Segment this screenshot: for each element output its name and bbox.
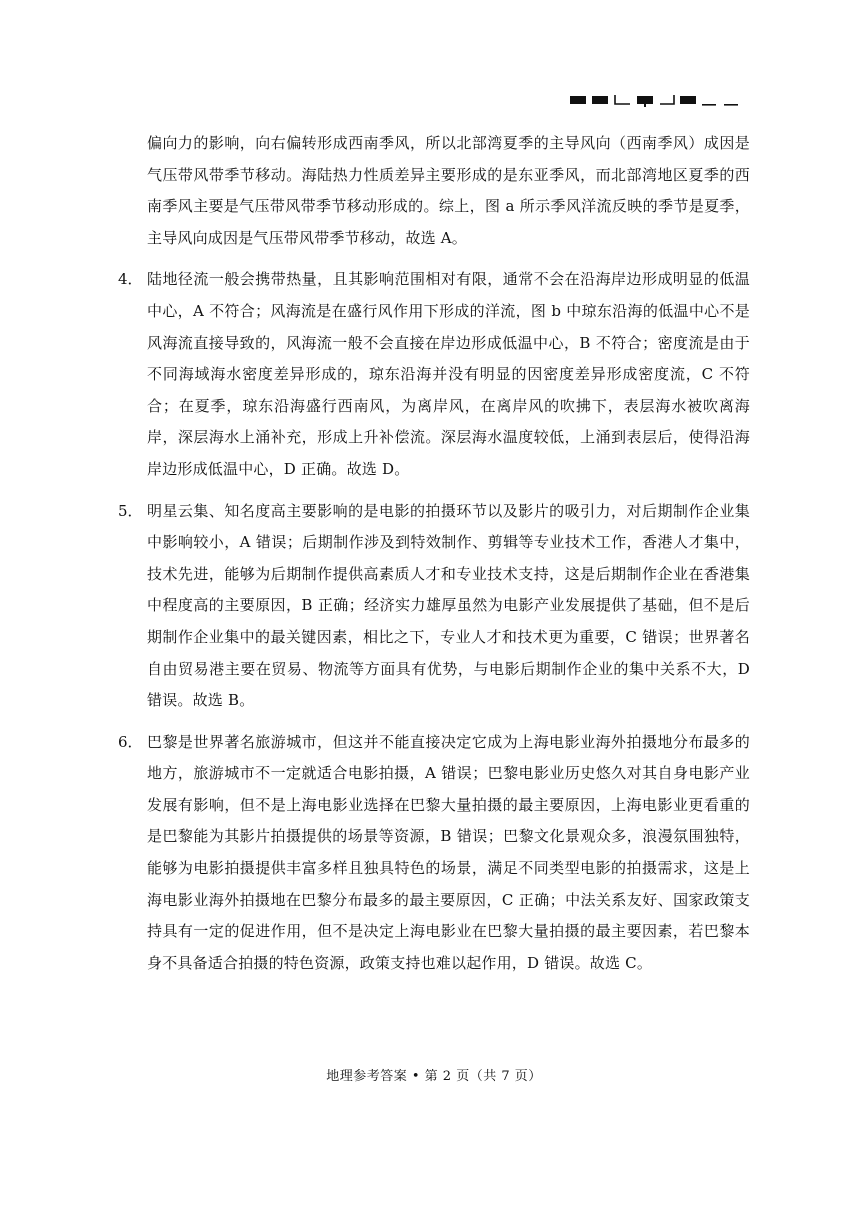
question-number: 6． (118, 732, 143, 751)
question-answer-text: 明星云集、知名度高主要影响的是电影的拍摄环节以及影片的吸引力，对后期制作企业集中影响较小，A 错误；后期制作涉及到特效制作、剪辑等专业技术工作，香港人才集中，技术先进，能够为后期制作提供高素质人才和专业技术支持，这是后期制作企业在香港集中程度高的主要原因，B 正确；经济实力雄厚虽然为电影产业发展提供了基础，但不是后期制作企业集中的最关键因素，相比之下，专业人才和技术更为重要，C 错误；世界著名自由贸易港主要在贸易、物流等方面具有优势，与电影后期制作企业的集中关系不大，D 错误。故选 B。 (147, 501, 750, 710)
barcode-marks-icon (570, 92, 746, 104)
question-4 (118, 264, 750, 485)
question-6 (118, 727, 750, 980)
intro-paragraph: 偏向力的影响，向右偏转形成西南季风，所以北部湾夏季的主导风向（西南季风）成因是气压带风带季节移动。海陆热力性质差异主要形成的是东亚季风，而北部湾地区夏季的西南季风主要是气压带风带季节移动形成的。综上，图 a 所示季风洋流反映的季节是夏季，主导风向成因是气压带风带季节移动，故选 A。 (147, 134, 750, 247)
question-answer-text: 巴黎是世界著名旅游城市，但这并不能直接决定它成为上海电影业海外拍摄地分布最多的地方，旅游城市不一定就适合电影拍摄，A 错误；巴黎电影业历史悠久对其自身电影产业发展有影响，但不是上海电影业选择在巴黎大量拍摄的最主要原因，上海电影业更看重的是巴黎能为其影片拍摄提供的场景等资源，B 错误；巴黎文化景观众多，浪漫氛围独特，能够为电影拍摄提供丰富多样且独具特色的场景，满足不同类型电影的拍摄需求，这是上海电影业海外拍摄地在巴黎分布最多的最主要原因，C 正确；中法关系友好、国家政策支持具有一定的促进作用，但不是决定上海电影业在巴黎大量拍摄的最主要因素，若巴黎本身不具备适合拍摄的特色资源，政策支持也难以起作用，D 错误。故选 C。 (147, 732, 750, 972)
question-answer-text: 陆地径流一般会携带热量，且其影响范围相对有限，通常不会在沿海岸边形成明显的低温中心，A 不符合；风海流是在盛行风作用下形成的洋流，图 b 中琼东沿海的低温中心不是风海流直接导致的，风海流一般不会直接在岸边形成低温中心，B 不符合；密度流是由于不同海域海水密度差异形成的，琼东沿海并没有明显的因密度差异形成密度流，C 不符合；在夏季，琼东沿海盛行西南风，为离岸风，在离岸风的吹拂下，表层海水被吹离海岸，深层海水上涌补充，形成上升补偿流。深层海水温度较低，上涌到表层后，使得沿海岸边形成低温中心，D 正确。故选 D。 (147, 270, 750, 478)
question-number: 4． (118, 270, 143, 289)
answer-content (118, 128, 750, 979)
question-number: 5． (118, 501, 143, 520)
question-5 (118, 496, 750, 717)
page-footer: 地理参考答案 • 第 2 页（共 7 页） (326, 1069, 542, 1084)
